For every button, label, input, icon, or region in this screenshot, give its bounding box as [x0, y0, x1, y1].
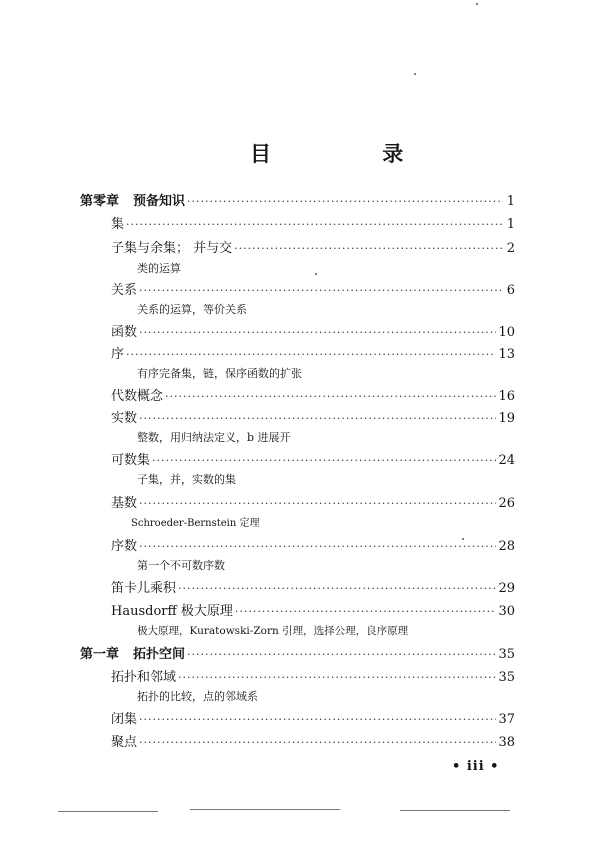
scan-edge-line [400, 810, 510, 811]
toc-entry-cardinals[interactable] [111, 492, 515, 511]
page-number: 10 [498, 325, 515, 340]
entry-label: 基数 [111, 496, 138, 511]
toc-subtopics: 拓扑的比较，点的邻域系 [137, 690, 258, 703]
dot-leader [178, 582, 496, 595]
toc-entry-subsets[interactable] [111, 237, 515, 256]
scan-speck [476, 3, 478, 5]
toc-entry-closed-sets[interactable] [111, 708, 515, 727]
entry-label: 可数集 [111, 453, 151, 468]
toc-entry-hausdorff[interactable] [111, 600, 515, 619]
dot-leader [187, 195, 503, 208]
dot-leader [187, 648, 496, 661]
page-number: 13 [498, 347, 515, 362]
entry-label: 序数 [111, 539, 138, 554]
toc-subtopics: 极大原理，Kuratowski-Zorn 引理，选择公理，良序原理 [137, 625, 409, 637]
chapter-number: 第零章 [80, 194, 120, 209]
dot-leader [126, 348, 496, 361]
scan-speck [315, 273, 317, 275]
page-title: 目 录 [250, 142, 456, 166]
entry-label: 代数概念 [111, 389, 164, 404]
toc-entry-functions[interactable] [111, 321, 515, 340]
page-number: 29 [498, 581, 515, 596]
toc-entry-accumulation[interactable] [111, 731, 515, 750]
dot-leader [139, 412, 496, 425]
page-number: 6 [506, 283, 515, 298]
entry-label: 笛卡儿乘积 [111, 581, 177, 596]
entry-label: 序 [111, 347, 125, 362]
page-number: 35 [498, 670, 515, 685]
dot-leader [234, 242, 503, 255]
toc-subtopics: Schroeder-Bernstein 定理 [131, 518, 260, 529]
dot-leader [139, 713, 496, 726]
toc-subtopics: 有序完备集，链，保序函数的扩张 [137, 367, 302, 380]
dot-leader [165, 390, 496, 403]
page-number: 16 [498, 389, 515, 404]
page-number: 2 [506, 241, 515, 256]
toc-subtopics: 类的运算 [137, 262, 181, 275]
dot-leader [139, 326, 496, 339]
toc-entry-set[interactable] [111, 213, 515, 232]
toc-entry-relations[interactable] [111, 279, 515, 298]
chapter-number: 第一章 [80, 647, 120, 662]
toc-entry-order[interactable] [111, 343, 515, 362]
toc-entry-cartesian[interactable] [111, 577, 515, 596]
toc-subtopics: 关系的运算，等价关系 [137, 303, 247, 316]
page-number: 24 [498, 453, 515, 468]
chapter-heading [80, 190, 185, 209]
toc-entry-topology[interactable] [111, 666, 515, 685]
toc-entry-algebraic[interactable] [111, 385, 515, 404]
toc-chapter-0[interactable] [80, 190, 515, 209]
toc-chapter-1[interactable] [80, 643, 515, 662]
dot-leader [139, 540, 496, 553]
toc-subtopics: 第一个不可数序数 [137, 559, 225, 572]
footer-page-number: • iii • [452, 759, 500, 774]
entry-label: 拓扑和邻域 [111, 670, 177, 685]
toc-entry-ordinals[interactable] [111, 535, 515, 554]
page-number: 1 [506, 194, 515, 209]
chapter-heading [80, 643, 185, 662]
entry-label: 函数 [111, 325, 138, 340]
page-number: 19 [498, 411, 515, 426]
dot-leader [152, 454, 496, 467]
page-number: 30 [498, 604, 515, 619]
dot-leader [139, 497, 496, 510]
scan-speck [414, 73, 416, 75]
chapter-title: 预备知识 [133, 194, 186, 209]
dot-leader [126, 218, 503, 231]
entry-label: Hausdorff 极大原理 [111, 604, 233, 619]
entry-label: 闭集 [111, 712, 138, 727]
entry-label: 聚点 [111, 735, 138, 750]
dot-leader [235, 605, 497, 618]
dot-leader [139, 284, 503, 297]
toc-entry-countable[interactable] [111, 449, 515, 468]
entry-label: 实数 [111, 411, 138, 426]
dot-leader [139, 736, 496, 749]
entry-label: 关系 [111, 283, 138, 298]
page-number: 37 [498, 712, 515, 727]
scan-edge-line [58, 811, 158, 812]
page-number: 35 [498, 647, 515, 662]
page-number: 1 [506, 217, 515, 232]
toc-subtopics: 子集，并，实数的集 [137, 473, 236, 486]
toc-entry-reals[interactable] [111, 407, 515, 426]
page-number: 28 [498, 539, 515, 554]
chapter-title: 拓扑空间 [133, 647, 186, 662]
entry-label: 子集与余集； 并与交 [111, 241, 233, 256]
scan-edge-line [190, 809, 340, 810]
dot-leader [178, 671, 496, 684]
toc-subtopics: 整数，用归纳法定义，b 进展开 [137, 431, 291, 444]
page-number: 38 [498, 735, 515, 750]
page-number: 26 [498, 496, 515, 511]
entry-label: 集 [111, 217, 125, 232]
